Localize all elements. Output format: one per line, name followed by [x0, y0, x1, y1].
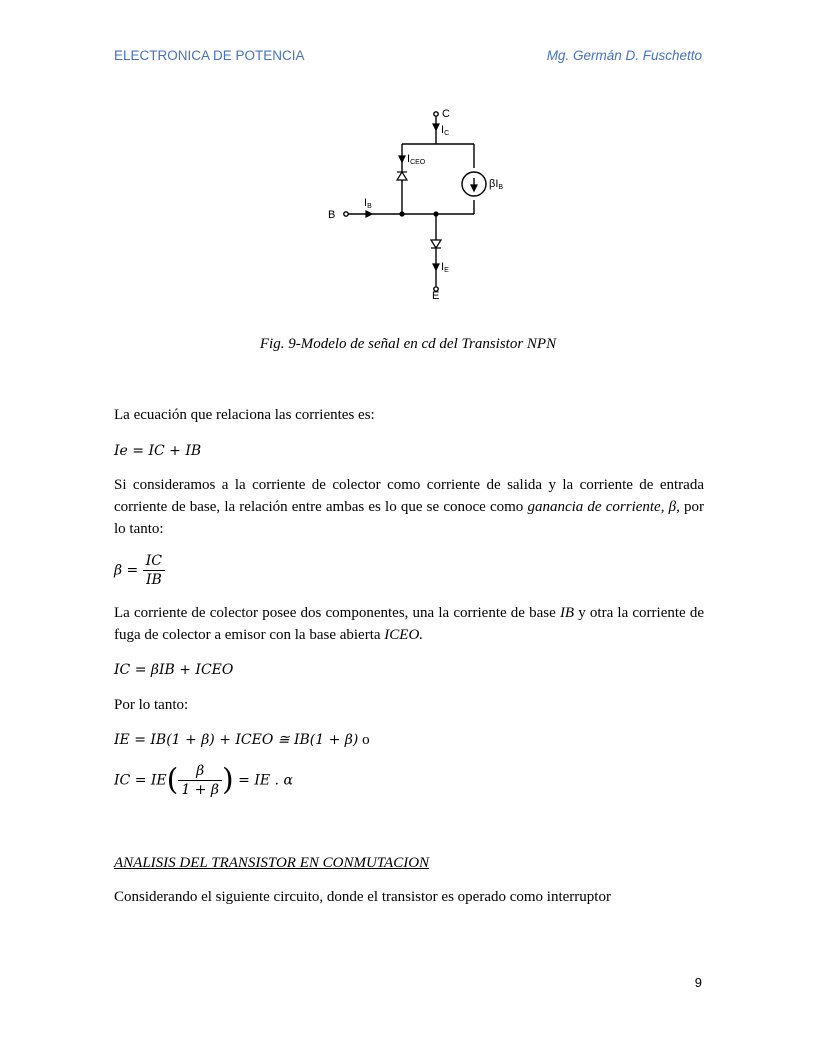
label-e: E — [432, 290, 440, 302]
equation-ic: IC = βIB + ICEO — [114, 662, 234, 678]
paragraph-switching: Considerando el siguiente circuito, donde el transistor es operado como interruptor — [114, 889, 611, 905]
equation-beta: β = $\frac{IC}{IB}$ — [114, 552, 704, 589]
label-c: C — [442, 108, 450, 120]
figure-caption: Fig. 9-Modelo de señal en cd del Transistor NPN — [259, 336, 557, 352]
paragraph-therefore: Por lo tanto: — [114, 697, 189, 713]
base-terminal — [344, 212, 348, 216]
collector-terminal — [434, 112, 438, 116]
label-ie: IE — [441, 261, 449, 274]
equation-ie: Ie = IC + IB — [114, 443, 202, 459]
label-beta-ib: βIB — [489, 178, 504, 191]
label-ic: IC — [441, 124, 450, 137]
paragraph-components: La corriente de colector posee dos componentes, una la corriente de base IB y otra la corriente de fuga de colector a emisor con la base abierta ICEO. — [114, 605, 704, 643]
header-title: ELECTRONICA DE POTENCIA — [114, 48, 305, 63]
header-author: Mg. Germán D. Fuschetto — [546, 48, 702, 63]
npn-dc-model-diagram — [320, 100, 520, 305]
paragraph-gain: Si consideramos a la corriente de colector como corriente de salida y la corriente de entrada corriente de base, la relación entre ambas es lo que se conoce como ganancia de corriente, β, por lo tanto: — [114, 477, 704, 537]
paragraph-intro: La ecuación que relaciona las corrientes es: — [114, 407, 375, 423]
label-ib: IB — [364, 197, 372, 210]
equation-ie-expanded: IE = IB(1 + β) + ICEO ≅ IB(1 + β) o — [114, 732, 370, 748]
label-iceo: ICEO — [407, 153, 426, 166]
equation-ic-alpha: IC = IE( $\frac{\beta}{1 + \beta}$ ) = IE . α — [114, 762, 293, 798]
label-b: B — [328, 209, 336, 221]
page-number: 9 — [694, 975, 702, 990]
section-title: ANALISIS DEL TRANSISTOR EN CONMUTACION — [114, 855, 430, 871]
